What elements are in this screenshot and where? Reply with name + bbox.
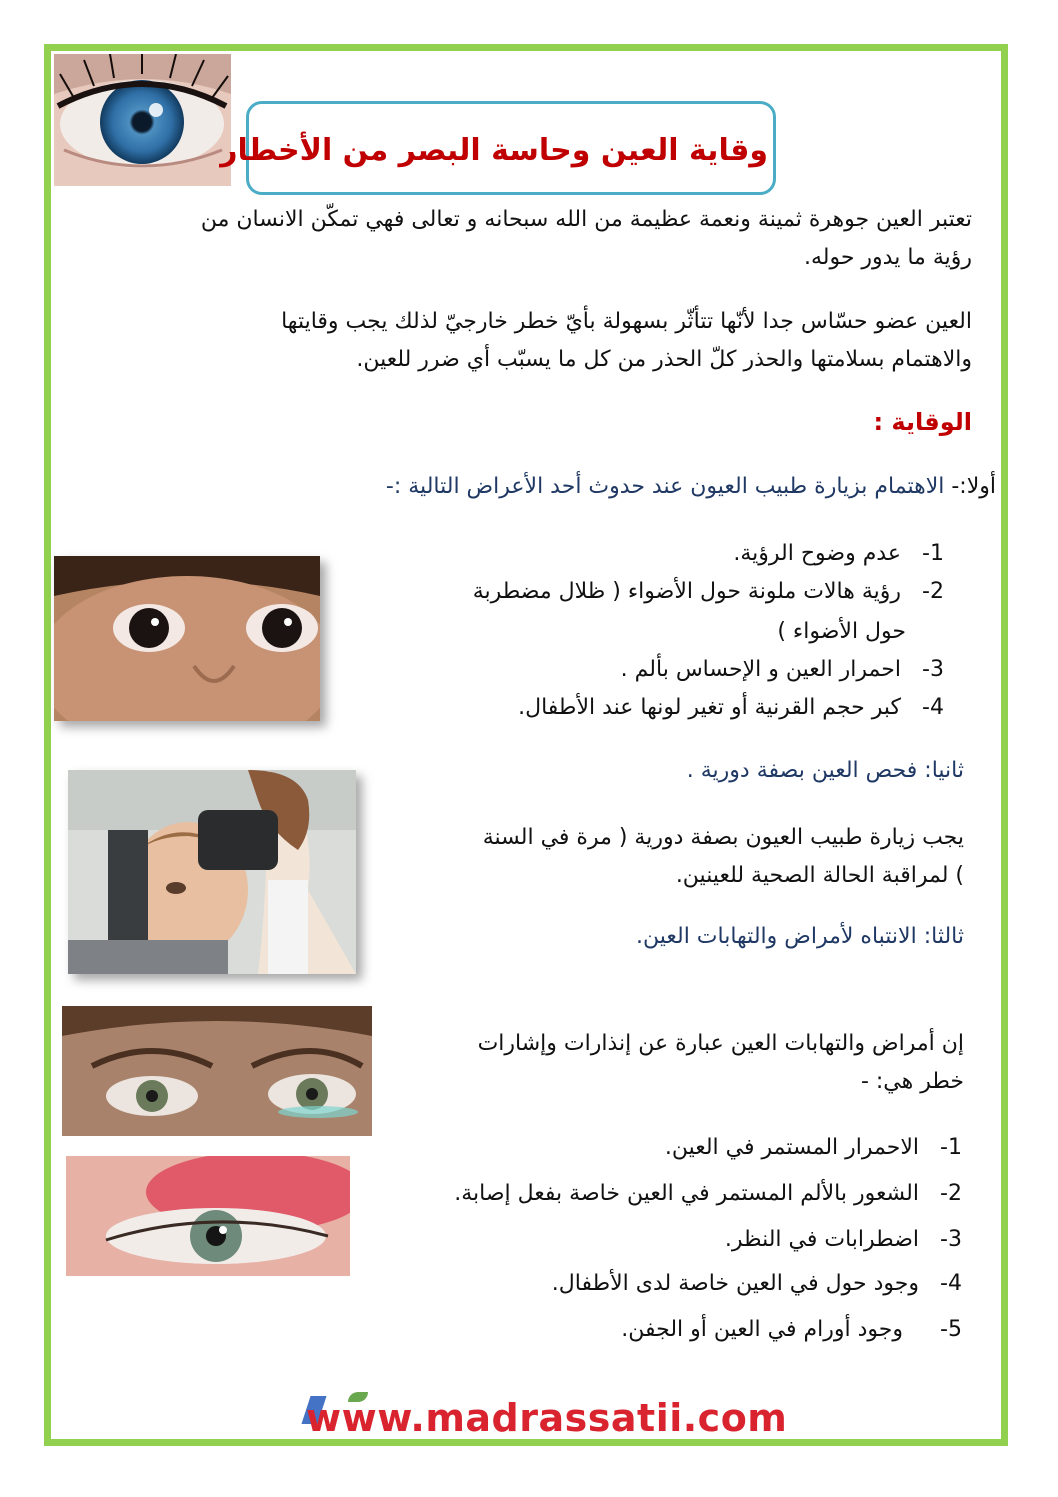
swollen-eyelid-photo (66, 1156, 350, 1276)
symptom-text-3: احمرار العين و الإحساس بألم . (620, 657, 901, 682)
third-line1: إن أمراض والتهابات العين عبارة عن إنذارات وإشارات (477, 1031, 964, 1056)
prevention-heading: الوقاية : (873, 408, 972, 436)
symptom-num-2: 2- (922, 579, 944, 604)
warning-text-1: الاحمرار المستمر في العين. (664, 1135, 919, 1160)
symptom-text-1: عدم وضوح الرؤية. (733, 541, 901, 566)
symptom-item-4 (518, 690, 944, 726)
warning-num-5: 5- (940, 1317, 962, 1342)
warning-item-3 (725, 1220, 962, 1260)
first-heading-text: الاهتمام بزيارة طبيب العيون عند حدوث أحد الأعراض التالية :- (385, 474, 945, 499)
teary-eyes-photo (62, 1006, 372, 1136)
warning-num-2: 2- (940, 1181, 962, 1206)
symptom-num-1: 1- (922, 541, 944, 566)
warning-text-3: اضطرابات في النظر. (724, 1227, 919, 1252)
warning-num-1: 1- (940, 1135, 962, 1160)
warning-num-3: 3- (940, 1227, 962, 1252)
blue-eye-photo (54, 54, 231, 186)
symptom-item-1 (733, 536, 944, 572)
page-title: وقاية العين وحاسة البصر من الأخطار (220, 133, 768, 168)
second-heading: ثانيا: فحص العين بصفة دورية . (686, 758, 964, 783)
intro-p1-line2: رؤية ما يدور حوله. (803, 245, 972, 270)
symptom-item-2 (473, 574, 944, 610)
intro-p2-line1: العين عضو حسّاس جدا لأنّها تتأثّر بسهولة بأيّ خطر خارجيّ لذلك يجب وقايتها (281, 309, 972, 334)
intro-p2-line2: والاهتمام بسلامتها والحذر كلّ الحذر من كل ما يسبّب أي ضرر للعين. (356, 347, 972, 372)
warning-num-4: 4- (940, 1271, 962, 1296)
third-line2: خطر هي: - (860, 1069, 964, 1094)
symptom-num-3: 3- (922, 657, 944, 682)
intro-paragraph-2 (92, 300, 972, 382)
symptom-item-2-cont: حول الأضواء ) (777, 619, 906, 644)
warning-text-4: وجود حول في العين خاصة لدى الأطفال. (551, 1271, 919, 1296)
warning-text-5: وجود أورام في العين أو الجفن. (621, 1317, 903, 1342)
child-dark-eyes-photo (54, 556, 320, 721)
eye-exam-photo (68, 770, 356, 974)
warning-item-2 (454, 1174, 962, 1214)
second-line2: ) لمراقبة الحالة الصحية للعينين. (675, 863, 964, 888)
third-heading: ثالثا: الانتباه لأمراض والتهابات العين. (636, 924, 964, 949)
intro-p1-line1: تعتبر العين جوهرة ثمينة ونعمة عظيمة من الله سبحانه و تعالى فهي تمكّن الانسان من (200, 207, 972, 232)
second-line1: يجب زيارة طبيب العيون بصفة دورية ( مرة في السنة (482, 825, 964, 850)
warning-text-2: الشعور بالألم المستمر في العين خاصة بفعل إصابة. (454, 1181, 919, 1206)
third-paragraph (404, 1022, 964, 1104)
footer-website[interactable]: www.madrassatii.com (306, 1396, 788, 1440)
second-paragraph (404, 816, 964, 898)
warning-item-4 (552, 1264, 962, 1304)
symptom-text-4: كبر حجم القرنية أو تغير لونها عند الأطفال. (518, 695, 901, 720)
symptom-item-3 (621, 652, 944, 688)
warning-item-5 (621, 1310, 962, 1350)
symptom-num-4: 4- (922, 695, 944, 720)
symptom-text-2: رؤية هالات ملونة حول الأضواء ( ظلال مضطربة (472, 579, 901, 604)
first-heading-prefix: أولا:- (951, 474, 996, 499)
warning-item-1 (665, 1128, 962, 1168)
intro-paragraph-1 (92, 198, 972, 280)
first-heading (386, 474, 996, 499)
